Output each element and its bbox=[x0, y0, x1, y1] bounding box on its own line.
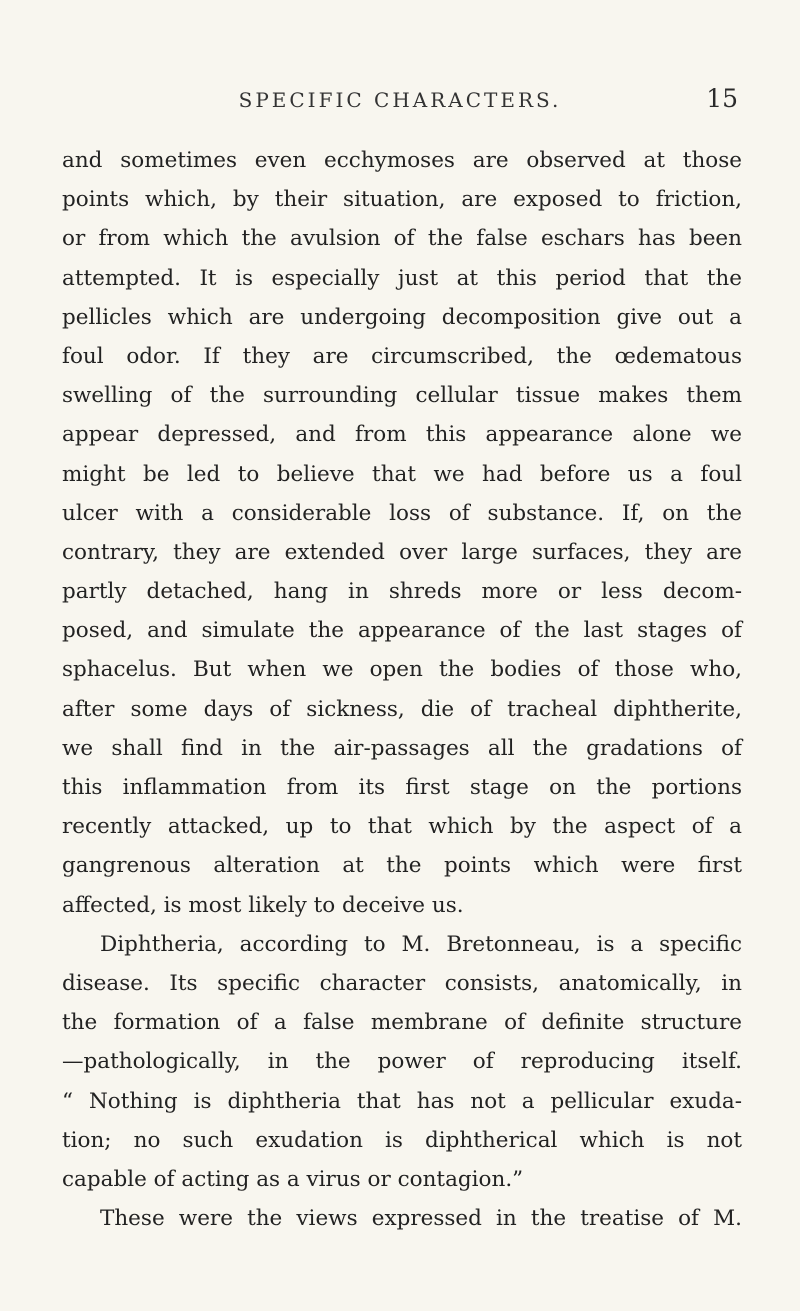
text-line: gangrenous alteration at the points which were first bbox=[62, 853, 742, 879]
text-line: recently attacked, up to that which by the aspect of a bbox=[62, 814, 742, 840]
text-line: Diphtheria, according to M. Bretonneau, is a specific bbox=[100, 931, 742, 957]
text-line: or from which the avulsion of the false eschars has been bbox=[62, 226, 742, 252]
text-line: foul odor. If they are circumscribed, the œdematous bbox=[62, 343, 742, 369]
text-line: capable of acting as a virus or contagion.” bbox=[62, 1166, 524, 1192]
running-title: SPECIFIC CHARACTERS. bbox=[238, 88, 562, 112]
text-line: appear depressed, and from this appearance alone we bbox=[62, 422, 742, 448]
text-line: sphacelus. But when we open the bodies of those who, bbox=[62, 657, 742, 683]
page-number: 15 bbox=[706, 84, 738, 113]
text-line: pellicles which are undergoing decomposition give out a bbox=[62, 304, 742, 330]
text-line: ulcer with a considerable loss of substance. If, on the bbox=[62, 500, 742, 526]
text-line: —pathologically, in the power of reproducing itself. bbox=[62, 1049, 742, 1075]
text-line: posed, and simulate the appearance of the last stages of bbox=[62, 618, 742, 644]
text-line: might be led to believe that we had before us a foul bbox=[62, 461, 742, 487]
running-head bbox=[62, 84, 738, 120]
body-text bbox=[62, 141, 742, 1238]
text-line: swelling of the surrounding cellular tissue makes them bbox=[62, 383, 742, 409]
text-line: These were the views expressed in the treatise of M. bbox=[100, 1206, 742, 1232]
text-line: “ Nothing is diphtheria that has not a pellicular exuda- bbox=[62, 1088, 742, 1114]
text-line: this inflammation from its first stage on the portions bbox=[62, 775, 742, 800]
text-line: disease. Its specific character consists, anatomically, in bbox=[62, 970, 742, 996]
text-line: affected, is most likely to deceive us. bbox=[62, 892, 464, 918]
text-line: points which, by their situation, are exposed to friction, bbox=[62, 187, 742, 213]
text-line: partly detached, hang in shreds more or less decom- bbox=[62, 579, 742, 605]
text-line: after some days of sickness, die of tracheal diphtherite, bbox=[62, 696, 742, 722]
text-line: and sometimes even ecchymoses are observed at those bbox=[62, 148, 742, 173]
text-line: the formation of a false membrane of definite structure bbox=[62, 1010, 742, 1036]
text-line: tion; no such exudation is diphtherical which is not bbox=[62, 1127, 742, 1153]
text-line: we shall find in the air-passages all the gradations of bbox=[62, 735, 742, 761]
text-line: contrary, they are extended over large surfaces, they are bbox=[62, 539, 742, 565]
text-line: attempted. It is especially just at this period that the bbox=[62, 265, 742, 291]
